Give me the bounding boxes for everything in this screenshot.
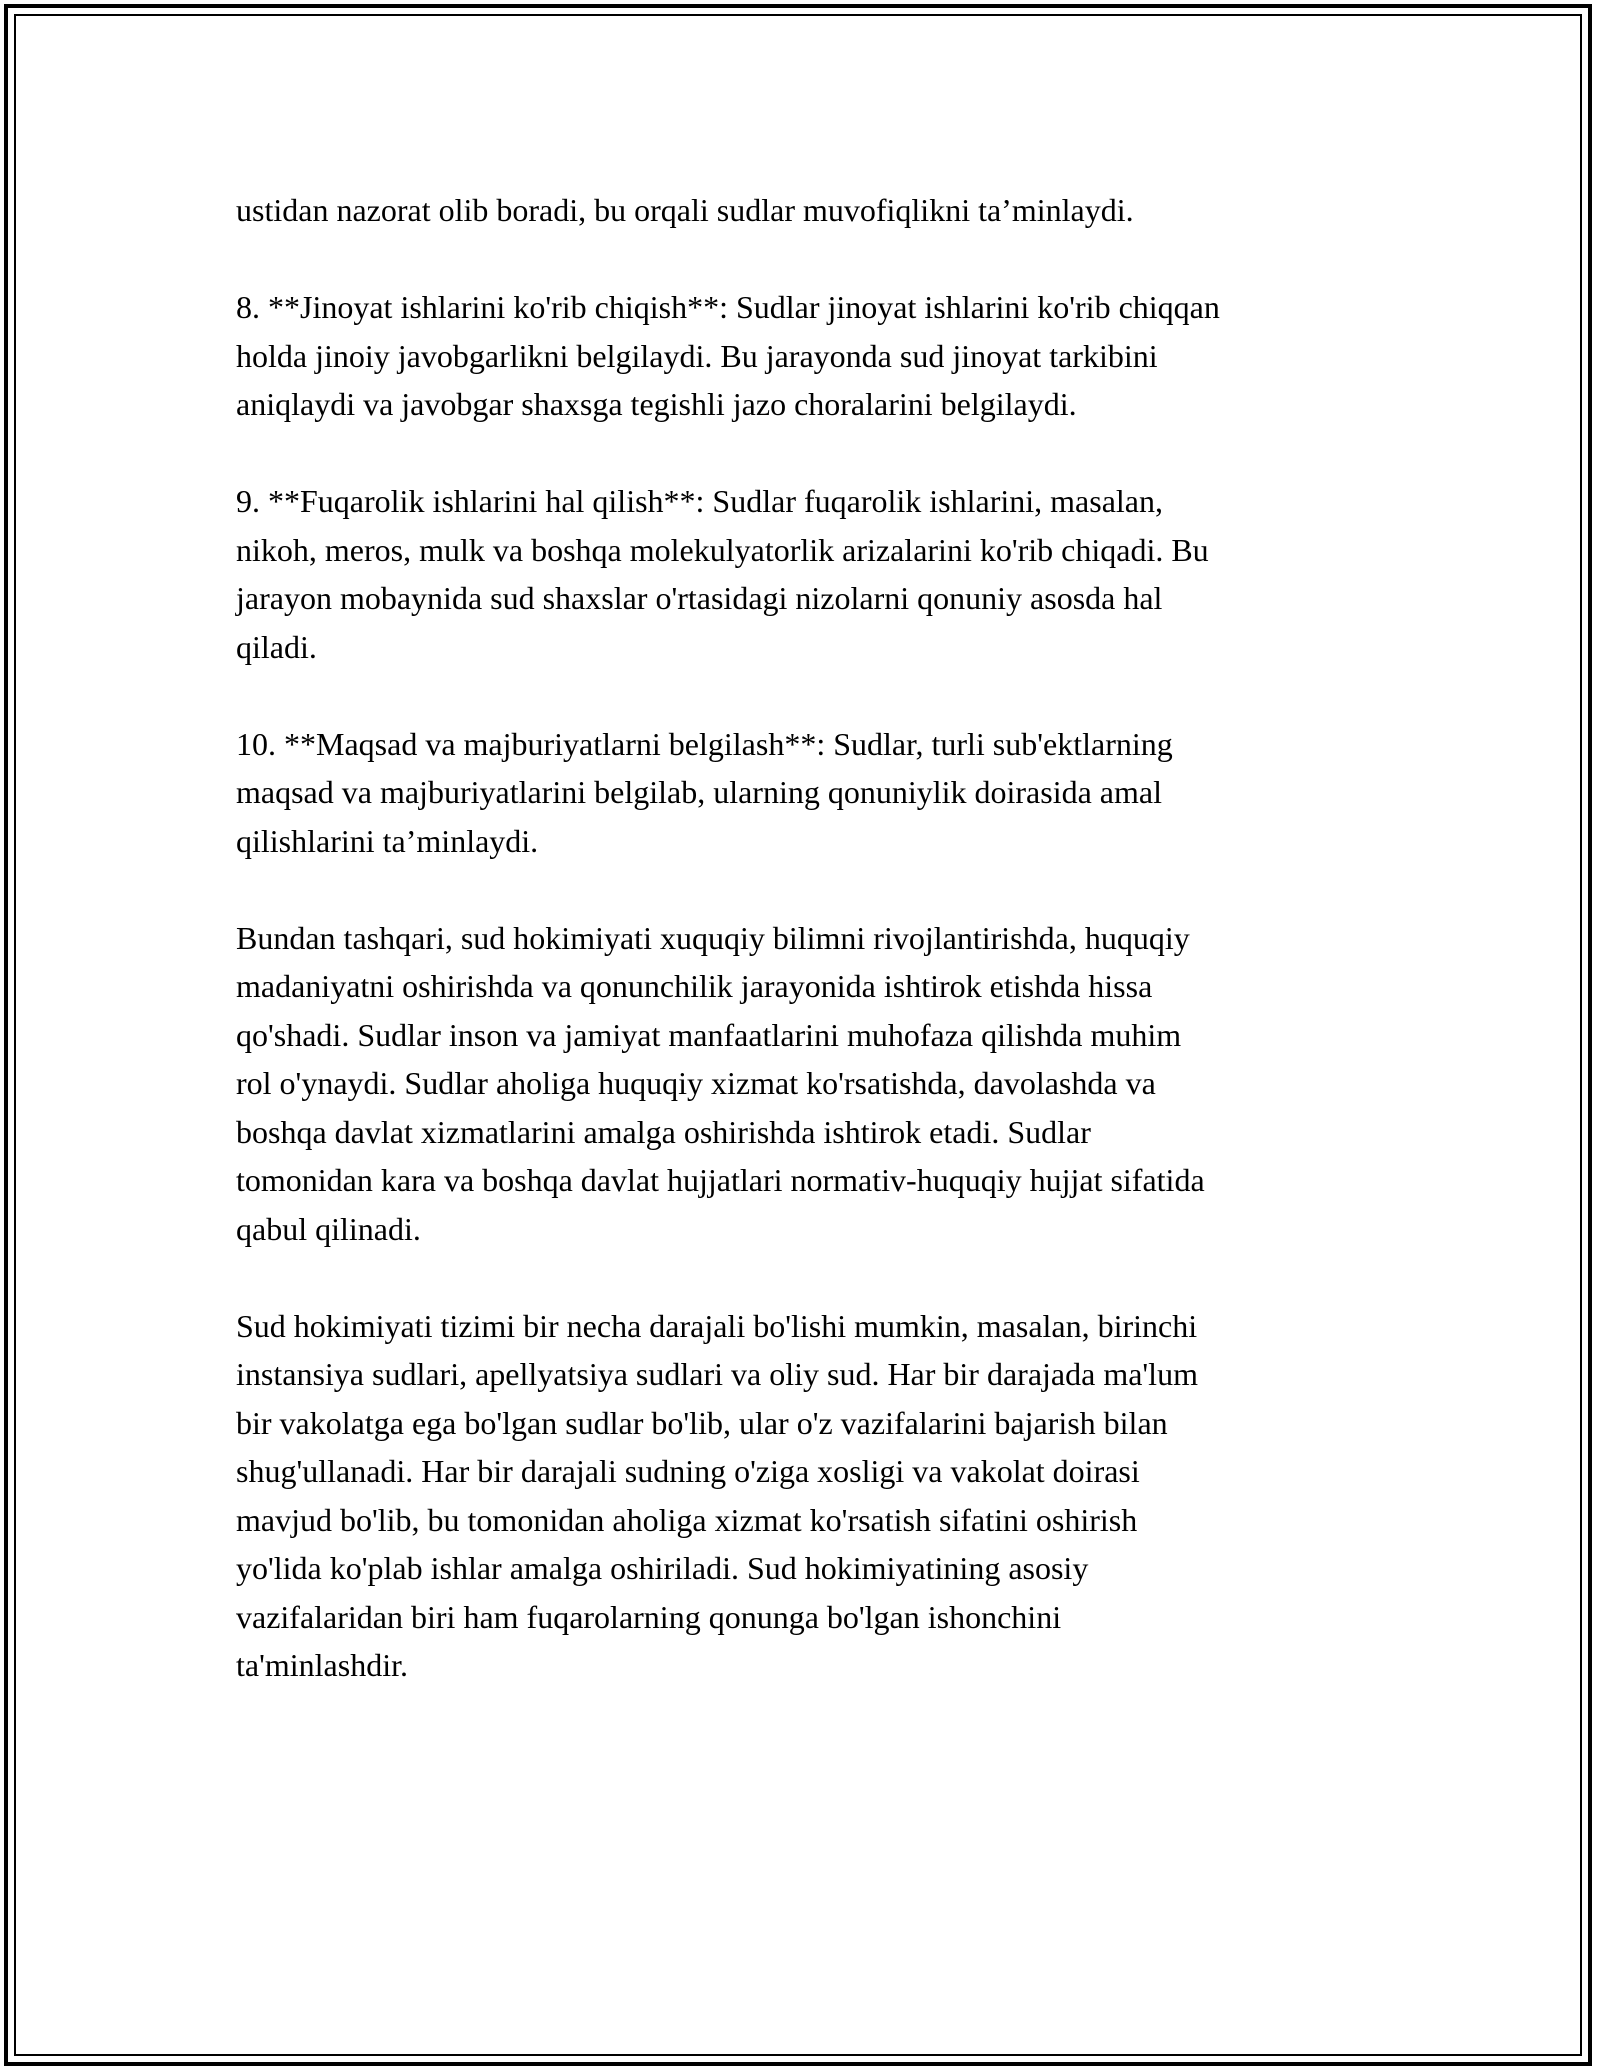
paragraph-item-10: 10. **Maqsad va majburiyatlarni belgilash**: Sudlar, turli sub'ektlarning maqsad va majburiyatlarini belgilab, ularning qonuniylik doirasida amal qilishlarini ta’minlaydi. — [236, 725, 1173, 859]
paragraph-item-8: 8. **Jinoyat ishlarini ko'rib chiqish**: Sudlar jinoyat ishlarini ko'rib chiqqan holda jinoiy javobgarlikni belgilaydi. Bu jarayonda sud jinoyat tarkibini aniqlaydi va javobgar shaxsga tegishli jazo choralarini belgilaydi. — [236, 289, 1220, 422]
document-body — [236, 186, 1376, 1738]
paragraph-bundan-tashqari: Bundan tashqari, sud hokimiyati xuquqiy bilimni rivojlantirishda, huquqiy madaniyatni oshirishda va qonunchilik jarayonida ishtirok etishda hissa qo'shadi. Sudlar inson va jamiyat manfaatlarini muhofaza qilishda muhim rol o'ynaydi. Sudlar aholiga huquqiy xizmat ko'rsatishda, davolashda va boshqa davlat xizmatlarini amalga oshirishda ishtirok etadi. Sudlar tomonidan kara va boshqa davlat hujjatlari normativ-huquqiy hujjat sifatida qabul qilinadi. — [236, 919, 1205, 1247]
paragraph-sud-tizimi: Sud hokimiyati tizimi bir necha darajali bo'lishi mumkin, masalan, birinchi instansiya sudlari, apellyatsiya sudlari va oliy sud. Har bir darajada ma'lum bir vakolatga ega bo'lgan sudlar bo'lib, ular o'z vazifalarini bajarish bilan shug'ullanadi. Har bir darajali sudning o'ziga xosligi va vakolat doirasi mavjud bo'lib, bu tomonidan aholiga xizmat ko'rsatish sifatini oshirish yo'lida ko'plab ishlar amalga oshiriladi. Sud hokimiyatining asosiy vazifalaridan biri ham fuqarolarning qonunga bo'lgan ishonchini ta'minlashdir. — [236, 1307, 1198, 1683]
paragraph-intro: ustidan nazorat olib boradi, bu orqali sudlar muvofiqlikni ta’minlaydi. — [236, 192, 1134, 228]
paragraph-item-9: 9. **Fuqarolik ishlarini hal qilish**: Sudlar fuqarolik ishlarini, masalan, nikoh, meros, mulk va boshqa molekulyatorlik arizalarini ko'rib chiqadi. Bu jarayon mobaynida sud shaxslar o'rtasidagi nizolarni qonuniy asosda hal qiladi. — [236, 483, 1209, 665]
